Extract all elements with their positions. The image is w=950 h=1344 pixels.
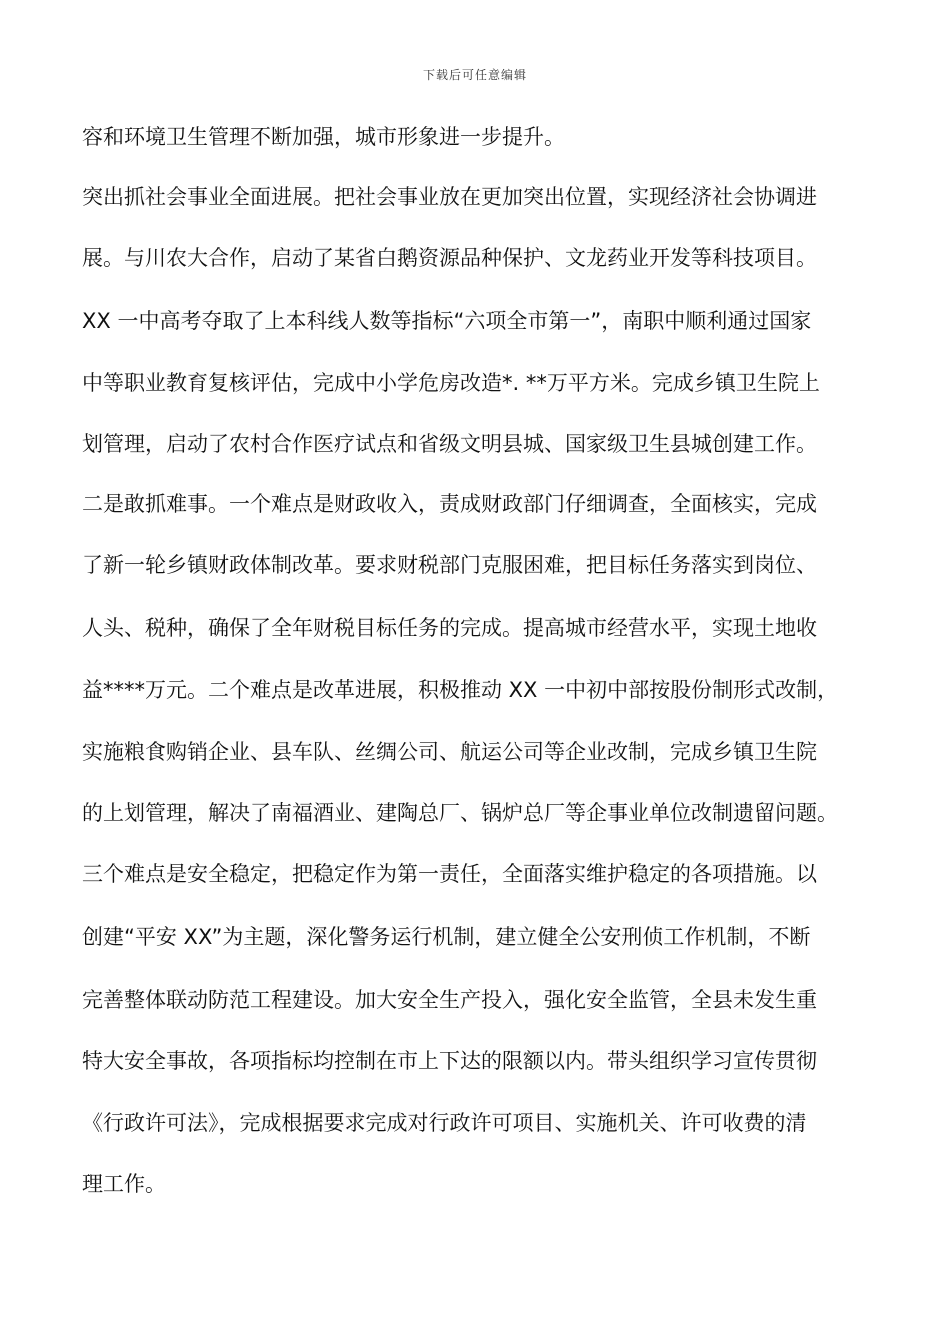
text-line: XX 一中高考夺取了上本科线人数等指标“六项全市第一”，南职中顺利通过国家	[82, 309, 812, 333]
text-line: 展。与川农大合作，启动了某省白鹅资源品种保护、文龙药业开发等科技项目。	[82, 246, 817, 270]
text-line: 容和环境卫生管理不断加强，城市形象进一步提升。	[82, 125, 565, 149]
text-line: 创建“平安 XX”为主题，深化警务运行机制，建立健全公安刑侦工作机制，不断	[82, 925, 811, 949]
text-line: 中等职业教育复核评估，完成中小学危房改造*. **万平方米。完成乡镇卫生院上	[82, 371, 820, 395]
text-line: 了新一轮乡镇财政体制改革。要求财税部门克服困难，把目标任务落实到岗位、	[82, 553, 817, 577]
text-line: 二是敢抓难事。一个难点是财政收入，责成财政部门仔细调查，全面核实，完成	[82, 492, 817, 516]
text-line: 三个难点是安全稳定，把稳定作为第一责任，全面落实维护稳定的各项措施。以	[82, 862, 817, 886]
text-line: 实施粮食购销企业、县车队、丝绸公司、航运公司等企业改制，完成乡镇卫生院	[82, 740, 817, 764]
text-line: 特大安全事故，各项指标均控制在市上下达的限额以内。带头组织学习宣传贯彻	[82, 1049, 817, 1073]
text-line: 《行政许可法》，完成根据要求完成对行政许可项目、实施机关、许可收费的清	[82, 1111, 807, 1135]
text-line: 人头、税种，确保了全年财税目标任务的完成。提高城市经营水平，实现土地收	[82, 616, 817, 640]
text-line: 完善整体联动防范工程建设。加大安全生产投入，强化安全监管，全县未发生重	[82, 988, 817, 1012]
text-line: 划管理，启动了农村合作医疗试点和省级文明县城、国家级卫生县城创建工作。	[82, 432, 817, 456]
text-line: 的上划管理，解决了南福酒业、建陶总厂、锅炉总厂等企事业单位改制遗留问题。	[82, 801, 838, 825]
text-line: 突出抓社会事业全面进展。把社会事业放在更加突出位置，实现经济社会协调进	[82, 185, 817, 209]
text-line: 益****万元。二个难点是改革进展，积极推动 XX 一中初中部按股份制形式改制，	[82, 678, 839, 702]
header-note: 下载后可任意编辑	[422, 68, 527, 82]
text-line: 理工作。	[82, 1172, 166, 1196]
